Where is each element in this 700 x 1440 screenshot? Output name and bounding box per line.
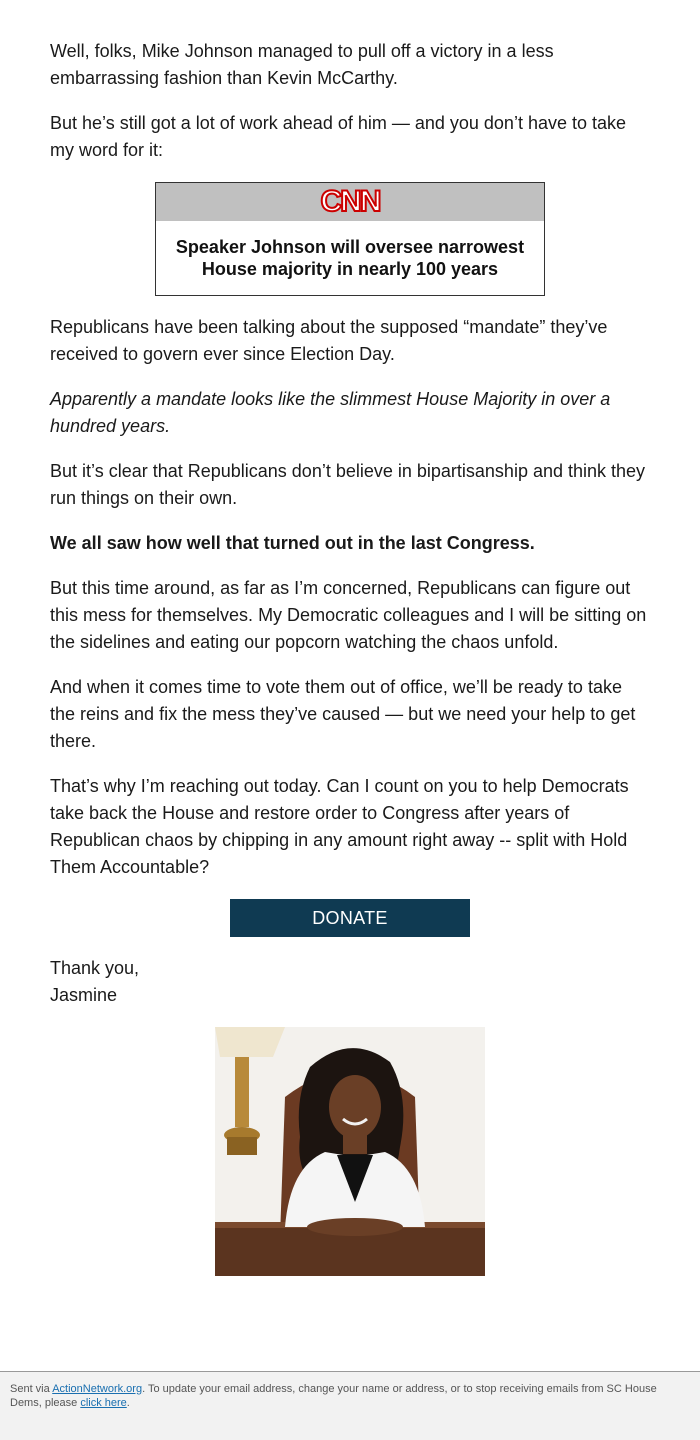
- paragraph-mandate: Republicans have been talking about the supposed “mandate” they’ve received to govern ever since Election Day.: [50, 317, 608, 364]
- headline-line-2: House majority in nearly 100 years: [201, 259, 499, 279]
- signoff-name: Jasmine: [50, 985, 118, 1005]
- paragraph-work-ahead: But he’s still got a lot of work ahead of him — and you don’t have to take my word for it:: [50, 113, 627, 160]
- headline-line-1: Speaker Johnson will oversee narrowest: [175, 237, 525, 257]
- paragraph-intro: Well, folks, Mike Johnson managed to pull off a victory in a less embarrassing fashion than Kevin McCarthy.: [50, 41, 554, 88]
- paragraph-vote-out: And when it comes time to vote them out of office, we’ll be ready to take the reins and fix the mess they’ve caused — but we need your help to get there.: [50, 677, 636, 751]
- actionnetwork-link[interactable]: ActionNetwork.org: [52, 1383, 143, 1395]
- portrait-illustration: [215, 1027, 485, 1276]
- footer-suffix: .: [126, 1397, 130, 1409]
- unsubscribe-link[interactable]: click here: [80, 1397, 127, 1409]
- email-footer: [10, 1382, 670, 1410]
- footer-prefix: Sent via: [10, 1383, 53, 1395]
- donate-button[interactable]: DONATE: [230, 899, 470, 937]
- paragraph-ask: That’s why I’m reaching out today. Can I count on you to help Democrats take back the House and restore order to Congress after years of Republican chaos by chipping in any amount right away -- split with Hold Them Accountable?: [50, 776, 629, 877]
- signoff-thanks: Thank you,: [50, 958, 140, 978]
- sender-portrait-photo: [215, 1027, 485, 1276]
- paragraph-last-congress: We all saw how well that turned out in the last Congress.: [50, 533, 535, 553]
- paragraph-bipartisanship: But it’s clear that Republicans don’t believe in bipartisanship and think they run things on their own.: [50, 461, 646, 508]
- paragraph-slim-majority: Apparently a mandate looks like the slimmest House Majority in over a hundred years.: [50, 389, 611, 436]
- news-headline-card[interactable]: [155, 182, 545, 296]
- footer-middle: . To update your email address, change your name or address, or to stop receiving emails from SC House Dems, please: [10, 1383, 657, 1409]
- paragraph-sidelines: But this time around, as far as I’m concerned, Republicans can figure out this mess for themselves. My Democratic colleagues and I will be sitting on the sidelines and eating our popcorn watching the chaos unfold.: [50, 578, 647, 652]
- cnn-logo: CNN: [320, 185, 380, 218]
- news-card-headline: [156, 221, 544, 280]
- news-card-header: [156, 183, 544, 221]
